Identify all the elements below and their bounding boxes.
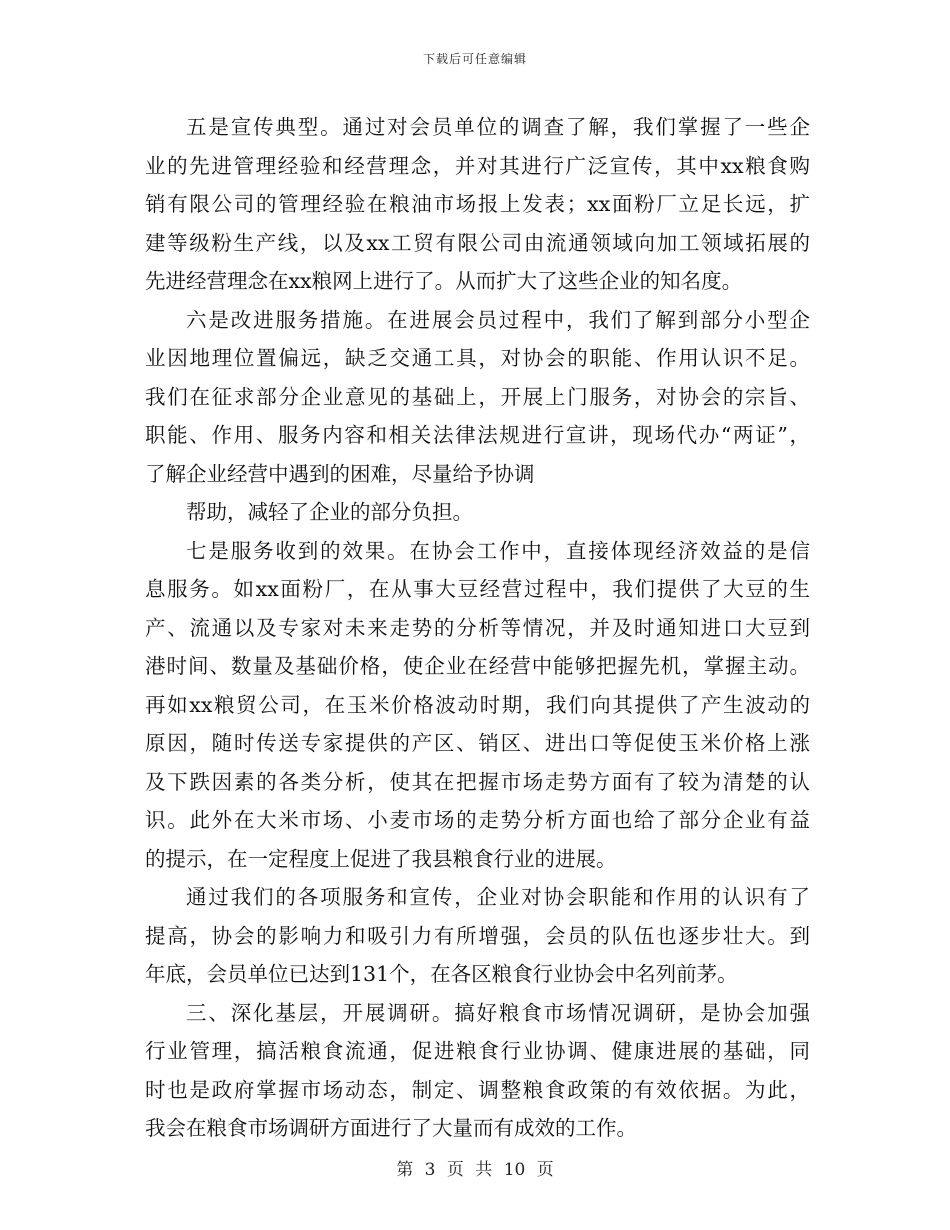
page-header: 下载后可任意编辑	[422, 52, 527, 66]
paragraph-line: 提高，协会的影响力和吸引力有所增强，会员的队伍也逐步壮大。到	[145, 923, 810, 948]
paragraph-line: 业因地理位置偏远，缺乏交通工具，对协会的职能、作用认识不足。	[145, 346, 810, 370]
paragraph-line: 销有限公司的管理经验在粮油市场报上发表；xx面粉厂立足长远，扩	[145, 192, 810, 216]
paragraph-line: 帮助，减轻了企业的部分负担。	[186, 500, 473, 524]
document-body	[145, 108, 810, 1148]
paragraph-line: 行业管理，搞活粮食流通，促进粮食行业协调、健康进展的基础，同	[145, 1039, 810, 1063]
page-number: 第 3 页 共 10 页	[396, 1160, 554, 1180]
paragraph-line: 及下跌因素的各类分析，使其在把握市场走势方面有了较为清楚的认	[145, 769, 810, 794]
paragraph	[145, 532, 810, 879]
paragraph-line: 时也是政府掌握市场动态，制定、调整粮食政策的有效依据。为此，	[145, 1077, 810, 1102]
paragraph-line: 职能、作用、服务内容和相关法律法规进行宣讲，现场代办“两证”，	[145, 423, 810, 447]
paragraph-line: 再如xx粮贸公司，在玉米价格波动时期，我们向其提供了产生波动的	[145, 692, 810, 717]
paragraph-line: 建等级粉生产线，以及xx工贸有限公司由流通领域向加工领域拓展的	[145, 230, 810, 255]
paragraph	[145, 878, 810, 994]
paragraph	[145, 108, 810, 301]
paragraph-line: 息服务。如xx面粉厂，在从事大豆经营过程中，我们提供了大豆的生	[145, 577, 810, 601]
paragraph-line: 三、深化基层，开展调研。搞好粮食市场情况调研，是协会加强	[186, 1000, 810, 1025]
paragraph-line: 产、流通以及专家对未来走势的分析等情况，并及时通知进口大豆到	[145, 615, 810, 640]
paragraph-line: 业的先进管理经验和经营理念，并对其进行广泛宣传，其中xx粮食购	[145, 153, 810, 178]
paragraph-line: 通过我们的各项服务和宣传，企业对协会职能和作用的认识有了	[186, 885, 810, 909]
paragraph	[145, 994, 810, 1148]
paragraph-line: 识。此外在大米市场、小麦市场的走势分析方面也给了部分企业有益	[145, 808, 810, 832]
paragraph-line: 六是改进服务措施。在进展会员过程中，我们了解到部分小型企	[186, 307, 810, 332]
paragraph-line: 七是服务收到的效果。在协会工作中，直接体现经济效益的是信	[186, 538, 810, 563]
paragraph-line: 原因，随时传送专家提供的产区、销区、进出口等促使玉米价格上涨	[145, 731, 810, 755]
paragraph-line: 我会在粮食市场调研方面进行了大量而有成效的工作。	[145, 1116, 637, 1140]
paragraph-line: 我们在征求部分企业意见的基础上，开展上门服务，对协会的宗旨、	[145, 384, 810, 409]
paragraph	[145, 301, 810, 494]
paragraph-line: 年底，会员单位已达到131个，在各区粮食行业协会中名列前茅。	[145, 962, 738, 986]
paragraph-line: 先进经营理念在xx粮网上进行了。从而扩大了这些企业的知名度。	[145, 269, 743, 293]
paragraph	[145, 493, 810, 532]
paragraph-line: 的提示，在一定程度上促进了我县粮食行业的进展。	[145, 846, 617, 871]
paragraph-line: 五是宣传典型。通过对会员单位的调查了解，我们掌握了一些企	[186, 115, 810, 139]
paragraph-line: 了解企业经营中遇到的困难，尽量给予协调	[145, 461, 535, 486]
paragraph-line: 港时间、数量及基础价格，使企业在经营中能够把握先机，掌握主动。	[145, 654, 810, 678]
